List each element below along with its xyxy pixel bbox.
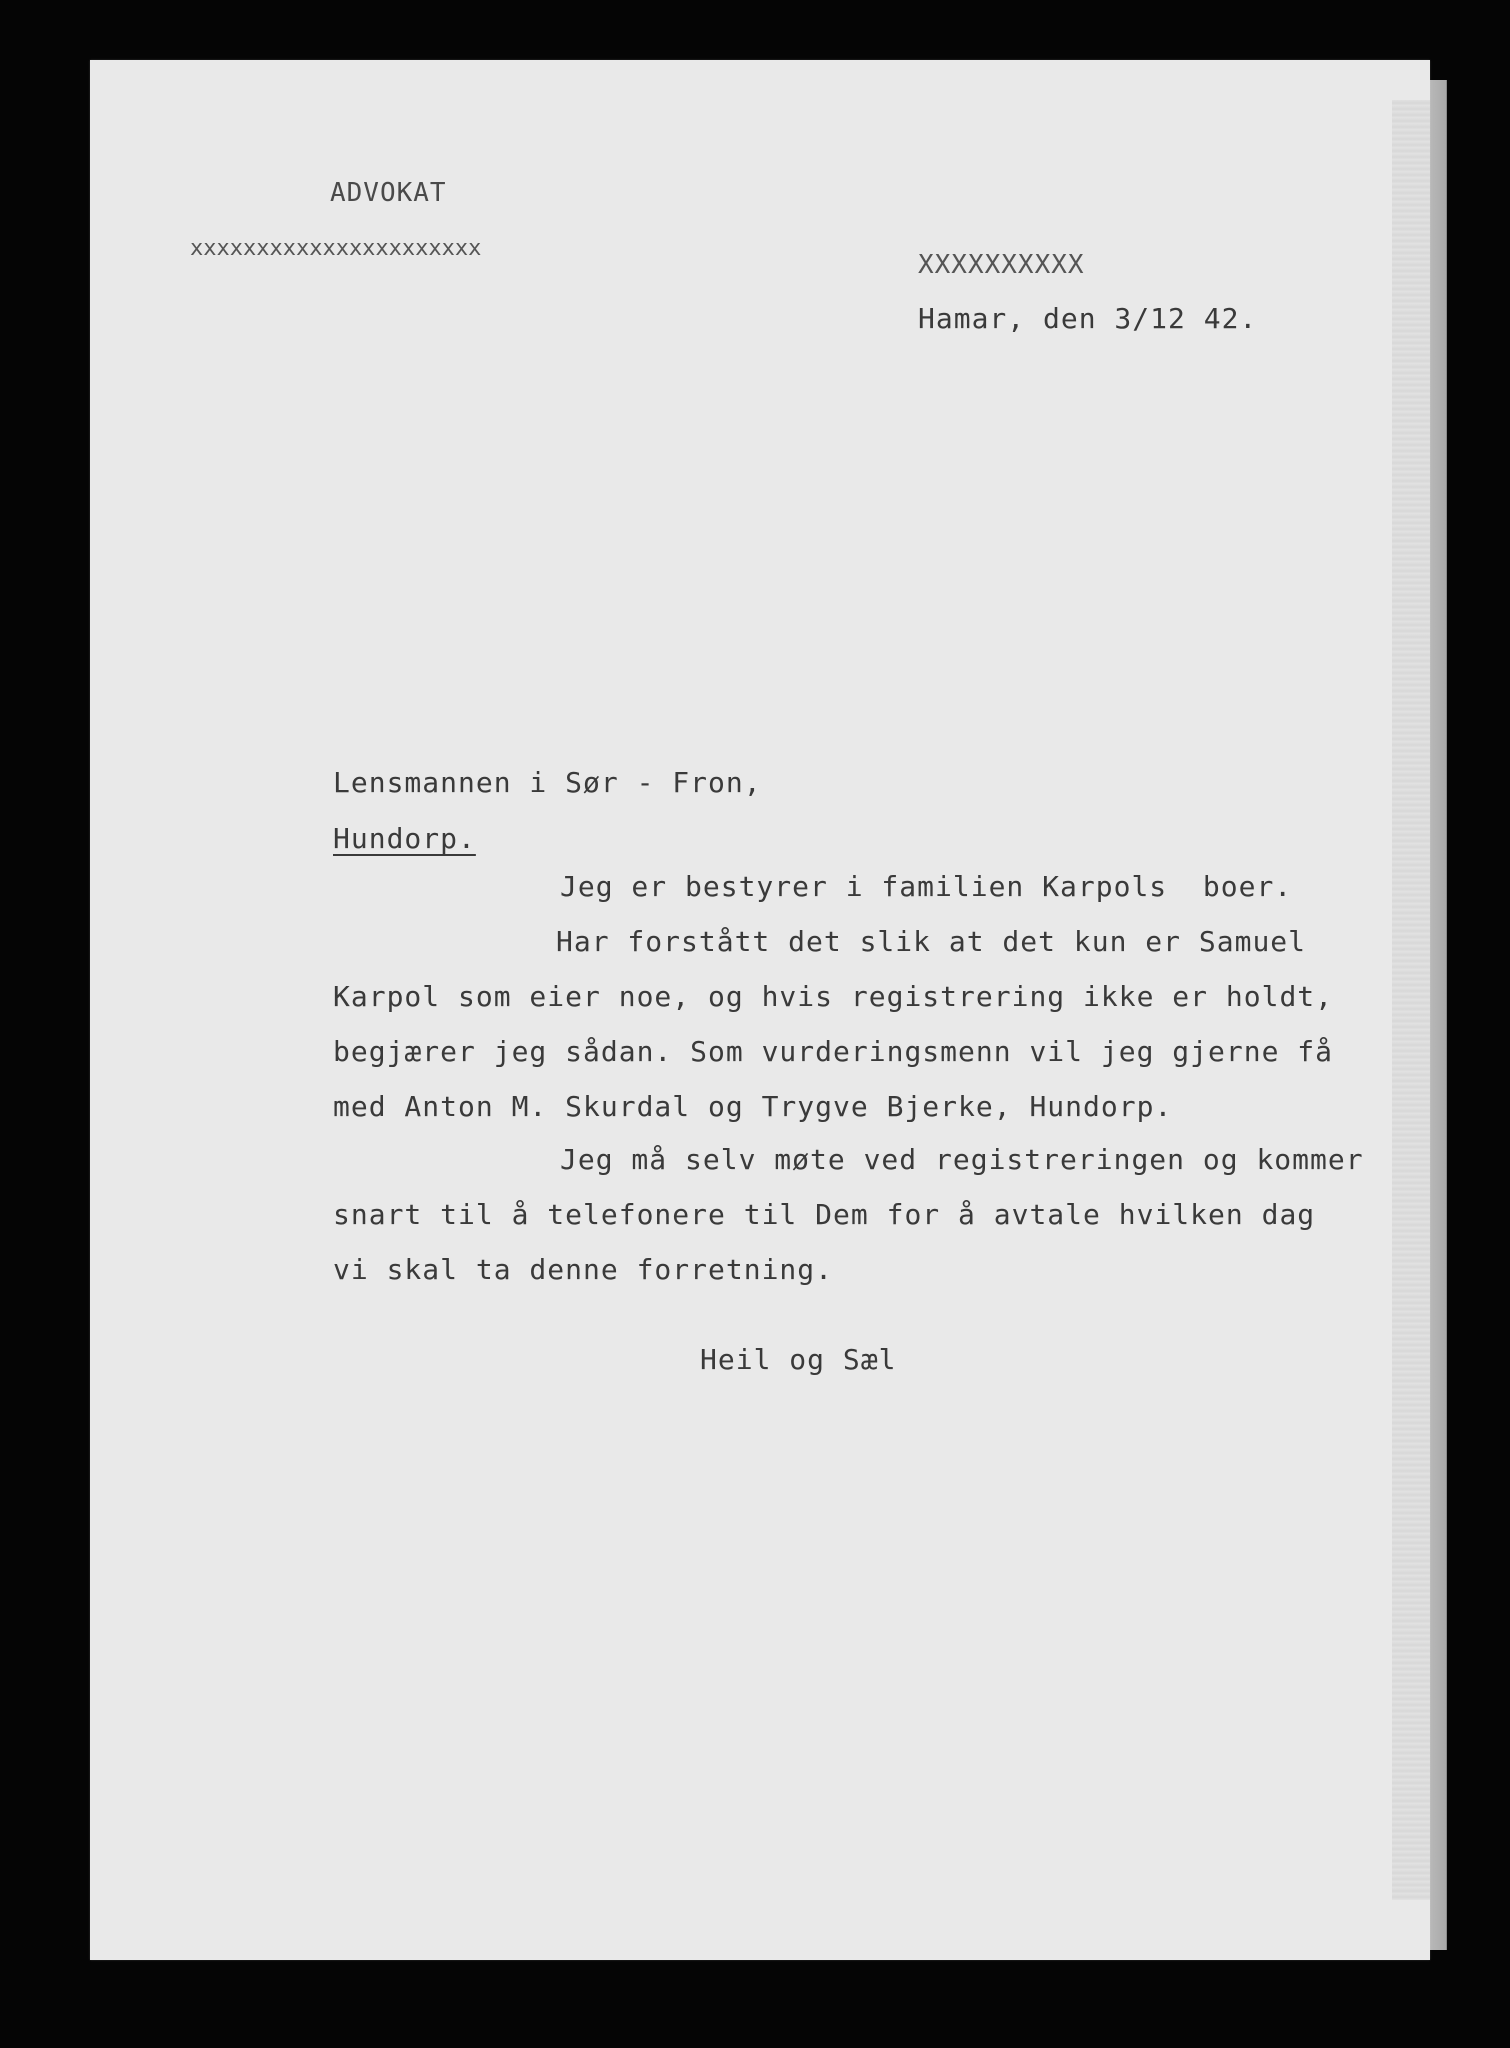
body-line: Har forstått det slik at det kun er Samuel	[556, 925, 1307, 958]
letterhead-title: ADVOKAT	[330, 178, 447, 208]
letterhead-struck-line: xxxxxxxxxxxxxxxxxxxxxx	[190, 236, 482, 261]
recipient-line: Lensmannen i Sør - Fron,	[333, 766, 762, 799]
body-line: med Anton M. Skurdal og Trygve Bjerke, Hundorp.	[333, 1090, 1173, 1123]
recipient-place: Hundorp.	[333, 822, 476, 855]
body-line: begjærer jeg sådan. Som vurderingsmenn vil jeg gjerne få	[333, 1035, 1334, 1068]
paper-edge-shadow	[1392, 100, 1430, 1900]
date-line: Hamar, den 3/12 42.	[918, 302, 1258, 335]
body-line: Jeg må selv møte ved registreringen og kommer	[560, 1143, 1364, 1176]
body-line: vi skal ta denne forretning.	[333, 1253, 834, 1286]
body-line: Jeg er bestyrer i familien Karpols boer.	[560, 870, 1293, 903]
body-line: Karpol som eier noe, og hvis registrering ikke er holdt,	[333, 980, 1334, 1013]
body-line: snart til å telefonere til Dem for å avtale hvilken dag	[333, 1198, 1316, 1231]
struck-out-reference: XXXXXXXXXX	[918, 250, 1085, 280]
closing-salutation: Heil og Sæl	[700, 1343, 897, 1376]
